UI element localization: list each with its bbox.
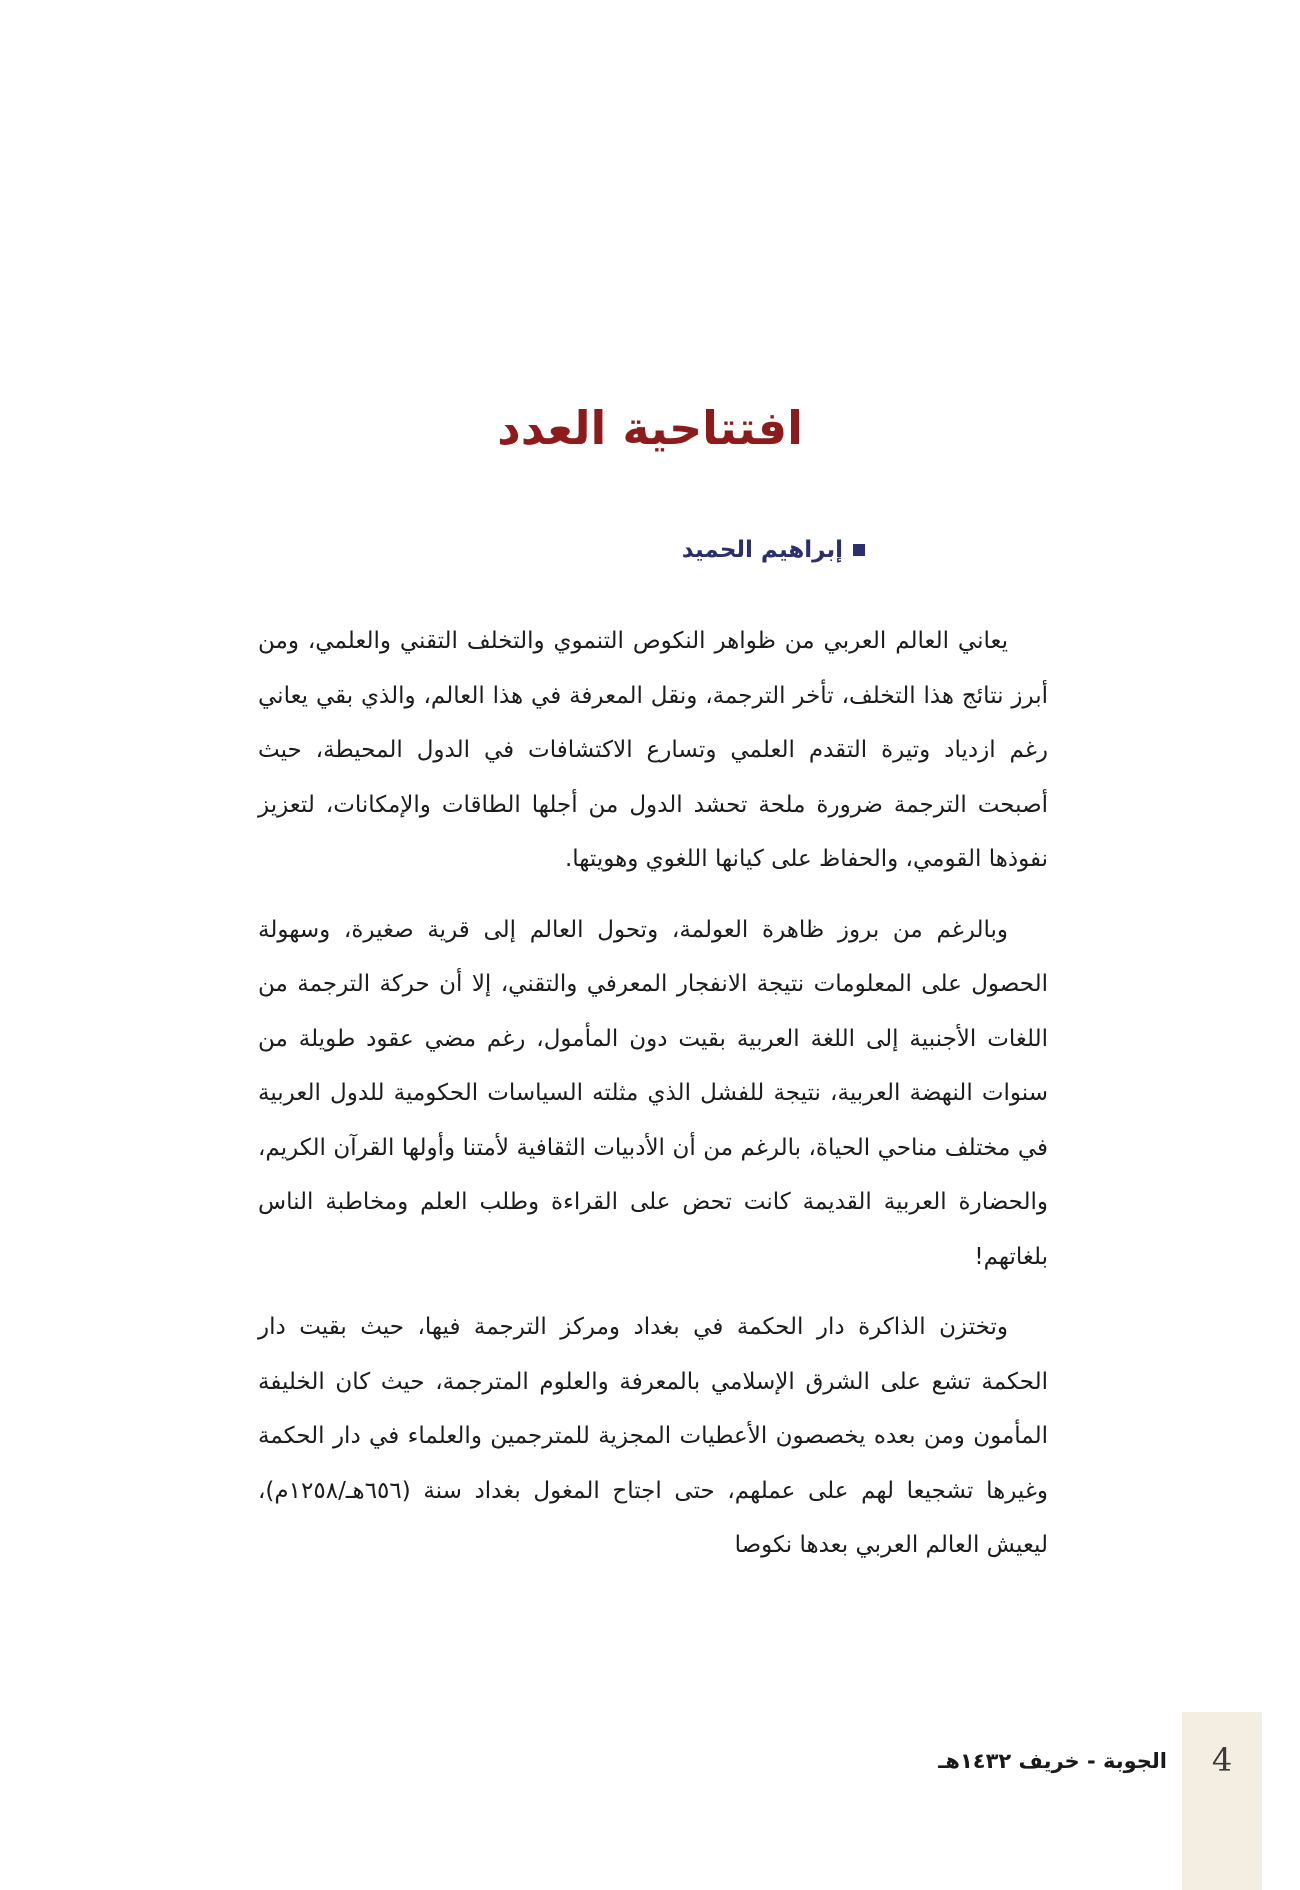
running-footer: الجوبة - خريف ١٤٣٢هـ [938, 1749, 1167, 1773]
square-bullet-icon [853, 544, 865, 556]
article-body [258, 614, 1048, 1589]
paragraph-3: وتختزن الذاكرة دار الحكمة في بغداد ومركز الترجمة فيها، حيث بقيت دار الحكمة تشع على الشرق الإسلامي بالمعرفة والعلوم المترجمة، حيث كان الخليفة المأمون ومن بعده يخصصون الأعطيات المجزية للمترجمين والعلماء في دار الحكمة وغيرها تشجيعا لهم على عملهم، حتى اجتاح المغول بغداد سنة (٦٥٦هـ/١٢٥٨م)، ليعيش العالم العربي بعدها نكوصا [258, 1314, 1048, 1558]
page-title: افتتاحية العدد [497, 400, 803, 455]
author-byline [682, 532, 865, 568]
footer-band [1182, 1712, 1262, 1890]
paragraph-2: وبالرغم من بروز ظاهرة العولمة، وتحول العالم إلى قرية صغيرة، وسهولة الحصول على المعلومات نتيجة الانفجار المعرفي والتقني، إلا أن حركة الترجمة من اللغات الأجنبية إلى اللغة العربية بقيت دون المأمول، رغم مضي عقود طويلة من سنوات النهضة العربية، نتيجة للفشل الذي مثلته السياسات الحكومية للدول العربية في مختلف مناحي الحياة، بالرغم من أن الأدبيات الثقافية لأمتنا وأولها القرآن الكريم، والحضارة العربية القديمة كانت تحض على القراءة وطلب العلم ومخاطبة الناس بلغاتهم! [258, 916, 1048, 1270]
paragraph-1: يعاني العالم العربي من ظواهر النكوص التنموي والتخلف التقني والعلمي، ومن أبرز نتائج هذا التخلف، تأخر الترجمة، ونقل المعرفة في هذا العالم، والذي بقي يعاني رغم ازدياد وتيرة التقدم العلمي وتسارع الاكتشافات في الدول المحيطة، حيث أصبحت الترجمة ضرورة ملحة تحشد الدول من أجلها الطاقات والإمكانات، لتعزيز نفوذها القومي، والحفاظ على كيانها اللغوي وهويتها. [258, 628, 1048, 872]
page-number: 4 [1211, 1741, 1233, 1779]
author-name: إبراهيم الحميد [681, 537, 843, 563]
